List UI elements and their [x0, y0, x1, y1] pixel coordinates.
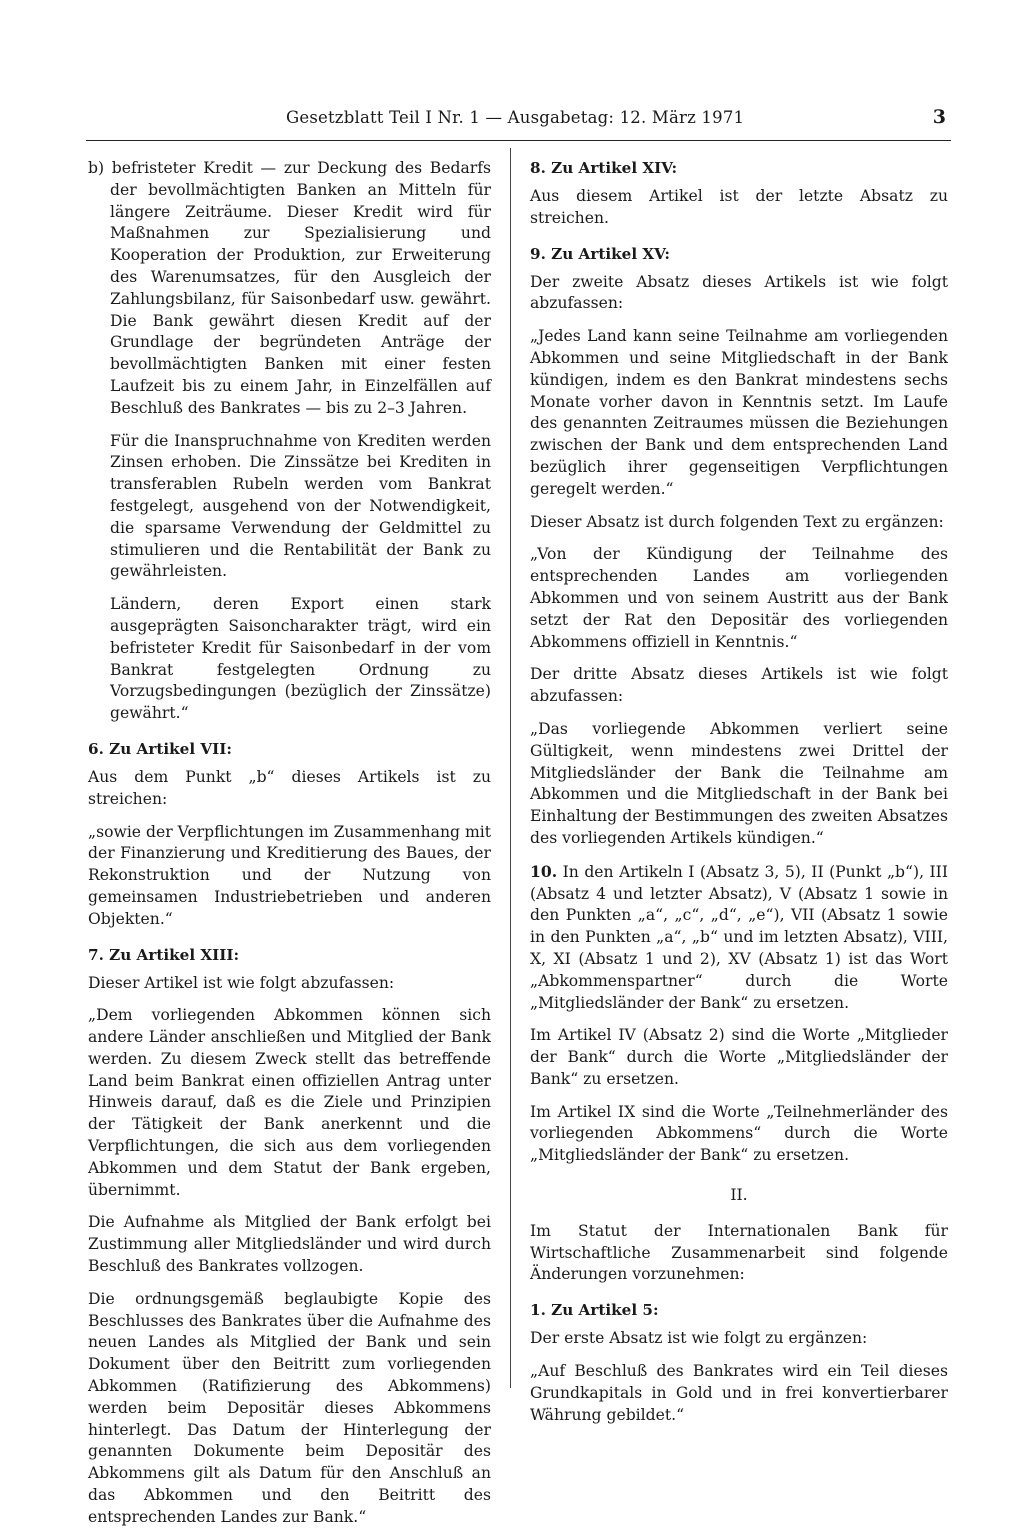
left-column — [88, 158, 491, 1540]
paragraph: „Von der Kündigung der Teilnahme des entsprechenden Landes am vorliegenden Abkommen und von seinem Austritt aus der Bank setzt der Rat den Depositär des vorliegenden Abkommens offiziell in Kenntnis.“ — [530, 545, 948, 651]
paragraph: Der dritte Absatz dieses Artikels ist wie folgt abzufassen: — [530, 665, 948, 706]
section-heading: 9. Zu Artikel XV: — [530, 244, 671, 263]
paragraph: Die Aufnahme als Mitglied der Bank erfolgt bei Zustimmung aller Mitgliedsländer und wird durch Beschluß des Bankrates vollzogen. — [88, 1213, 491, 1276]
section-number: II. — [730, 1186, 748, 1205]
paragraph: „Jedes Land kann seine Teilnahme am vorliegenden Abkommen und seine Mitgliedschaft in der Bank kündigen, indem es den Bankrat mindestens sechs Monate vorher davon in Kenntnis setzt. Im Laufe des genannten Zeitraumes müssen die Beziehungen zwischen der Bank und dem entsprechenden Land bezüglich ihrer gegenseitigen Verpflichtungen geregelt werden.“ — [530, 327, 948, 498]
section-heading: 6. Zu Artikel VII: — [88, 739, 232, 758]
header-rule — [86, 140, 951, 141]
paragraph-text: In den Artikeln I (Absatz 3, 5), II (Punkt „b“), III (Absatz 4 und letzter Absatz), V (Absatz 1 sowie in den Punkten „a“, „c“, „d“, „e“), VII (Absatz 1 sowie in den Punkten „a“, „b“ und im letzten Absatz), VIII, X, XI (Absatz 1 und 2), XV (Absatz 1) ist das Wort „Abkommenspartner“ durch die Worte „Mitgliedsländer der Bank“ zu ersetzen. — [530, 862, 948, 1012]
paragraph: Der erste Absatz ist wie folgt zu ergänzen: — [530, 1329, 868, 1348]
paragraph: Ländern, deren Export einen stark ausgeprägten Saisoncharakter trägt, wird ein befristeter Kredit für Saisonbedarf in der vom Bankrat festgelegten Ordnung zu Vorzugsbedingungen (bezüglich der Zinssätze) gewährt.“ — [110, 595, 491, 723]
paragraph: „Dem vorliegenden Abkommen können sich andere Länder anschließen und Mitglied der Bank werden. Zu diesem Zweck stellt das betreffende Land beim Bankrat einen offiziellen Antrag unter Hinweis darauf, daß es die Ziele und Prinzipien der Tätigkeit der Bank anerkennt und die Verpflichtungen, die sich aus dem vorliegenden Abkommen und dem Statut der Bank ergeben, übernimmt. — [88, 1006, 491, 1199]
section-heading: 7. Zu Artikel XIII: — [88, 945, 240, 964]
paragraph: Aus diesem Artikel ist der letzte Absatz zu streichen. — [530, 187, 948, 227]
right-column — [530, 158, 948, 1437]
paragraph: Im Artikel IX sind die Worte „Teilnehmerländer des vorliegenden Abkommens“ durch die Worte „Mitgliedsländer der Bank“ zu ersetzen. — [530, 1102, 948, 1165]
paragraph: „sowie der Verpflichtungen im Zusammenhang mit der Finanzierung und Kreditierung des Baues, der Rekonstruktion und der Nutzung von gemeinsamen Industriebetrieben und anderen Objekten.“ — [88, 822, 491, 928]
paragraph: Im Statut der Internationalen Bank für Wirtschaftliche Zusammenarbeit sind folgende Änderungen vorzunehmen: — [530, 1221, 948, 1284]
paragraph: „Das vorliegende Abkommen verliert seine Gültigkeit, wenn mindestens zwei Drittel der Mitgliedsländer der Bank die Teilnahme am Abkommen und die Mitgliedschaft in der Bank bei Einhaltung der Bestimmungen des zweiten Absatzes des vorliegenden Artikels kündigen.“ — [530, 719, 948, 847]
running-title: Gesetzblatt Teil I Nr. 1 — Ausgabetag: 12. März 1971 — [286, 108, 745, 127]
paragraph: Für die Inanspruchnahme von Krediten werden Zinsen erhoben. Die Zinssätze bei Krediten in transferablen Rubeln werden vom Bankrat festgelegt, ausgehend von der Notwendigkeit, die sparsame Verwendung der Geldmittel zu stimulieren und die Rentabilität der Bank zu gewährleisten. — [110, 431, 491, 581]
paragraph: b) befristeter Kredit — zur Deckung des Bedarfs der bevollmächtigten Banken an Mitteln für längere Zeiträume. Dieser Kredit wird für Maßnahmen zur Spezialisierung und Kooperation der Produktion, zur Erweiterung des Warenumsatzes, für den Ausgleich der Zahlungsbilanz, für Saisonbedarf usw. gewährt. Die Bank gewährt diesen Kredit auf der Grundlage der begründeten Anträge der bevollmächtigten Banken mit einer festen Laufzeit bis zu einem Jahr, in Einzelfällen auf Beschluß des Bankrates — bis zu 2–3 Jahren. — [88, 159, 491, 417]
paragraph-10 — [530, 861, 948, 1015]
column-divider — [510, 148, 511, 1388]
paragraph: Aus dem Punkt „b“ dieses Artikels ist zu streichen: — [88, 767, 491, 808]
paragraph: Die ordnungsgemäß beglaubigte Kopie des Beschlusses des Bankrates über die Aufnahme des neuen Landes als Mitglied der Bank und sein Dokument über den Beitritt zum vorliegenden Abkommen (Ratifizierung des Abkommens) werden beim Depositär dieses Abkommens hinterlegt. Das Datum der Hinterlegung der genannten Dokumente beim Depositär des Abkommens gilt als Datum für den Anschluß an das Abkommen und den Beitritt des entsprechenden Landes zur Bank.“ — [88, 1289, 491, 1526]
item-number: 10. — [530, 861, 558, 881]
paragraph: „Auf Beschluß des Bankrates wird ein Teil dieses Grundkapitals in Gold und in frei konvertierbarer Währung gebildet.“ — [530, 1362, 948, 1424]
section-heading: 1. Zu Artikel 5: — [530, 1301, 659, 1320]
paragraph: Der zweite Absatz dieses Artikels ist wie folgt abzufassen: — [530, 272, 948, 313]
paragraph: Dieser Artikel ist wie folgt abzufassen: — [88, 973, 395, 992]
paragraph: Im Artikel IV (Absatz 2) sind die Worte „Mitglieder der Bank“ durch die Worte „Mitgliedsländer der Bank“ zu ersetzen. — [530, 1026, 948, 1088]
page-header — [88, 108, 958, 138]
page-number: 3 — [932, 106, 946, 128]
paragraph: Dieser Absatz ist durch folgenden Text zu ergänzen: — [530, 512, 944, 531]
section-heading: 8. Zu Artikel XIV: — [530, 159, 678, 177]
